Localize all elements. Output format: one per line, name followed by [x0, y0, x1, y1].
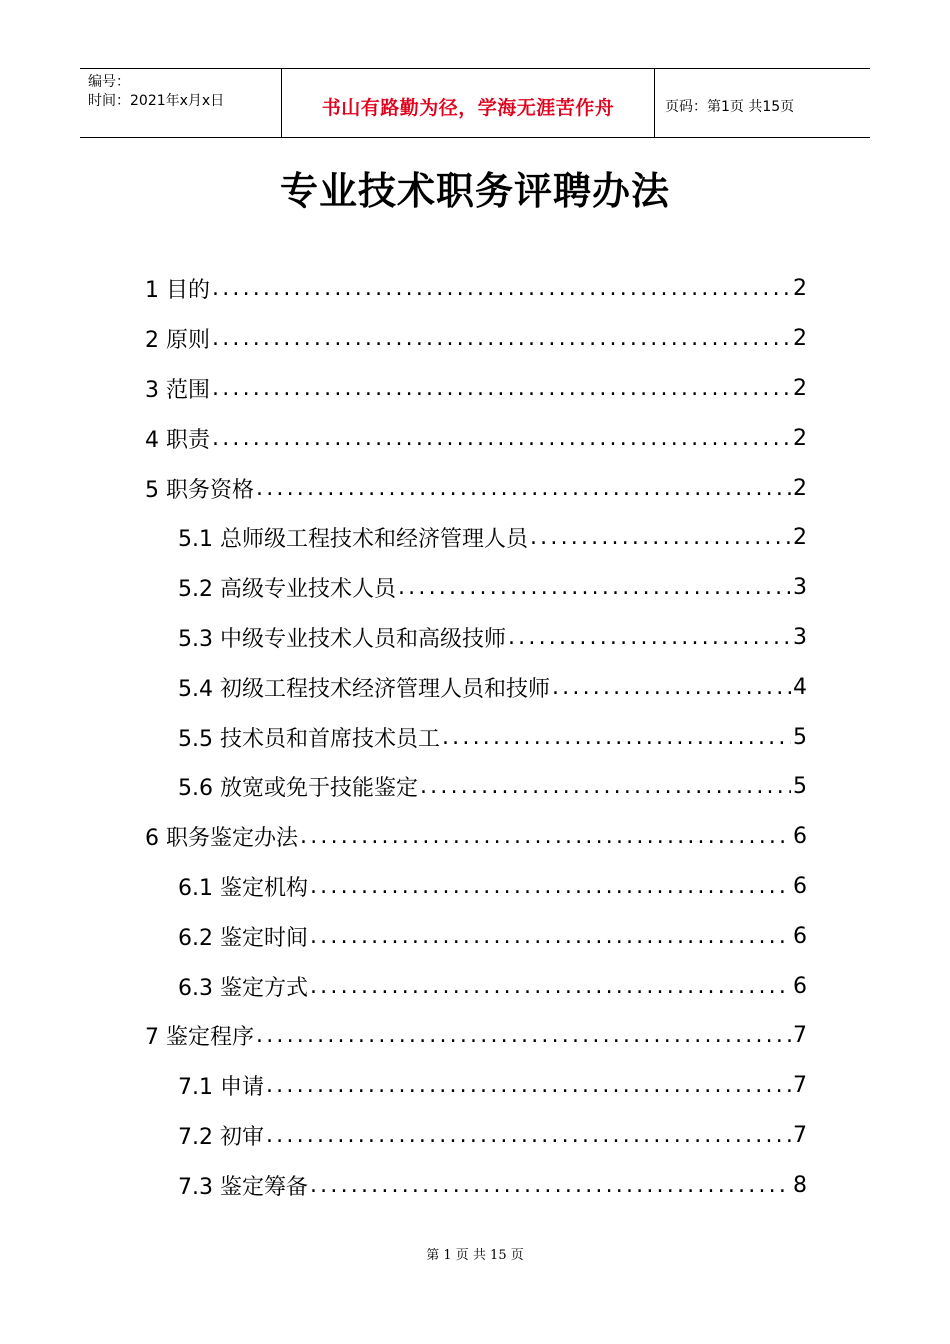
document-title: 专业技术职务评聘办法: [279, 169, 670, 213]
toc-entry[interactable]: [145, 1111, 807, 1161]
toc-leader-dots: [256, 1023, 791, 1048]
toc-entry[interactable]: [145, 1160, 807, 1210]
toc-entry-page: 5: [793, 774, 807, 800]
toc-entry-page: 6: [793, 824, 807, 850]
toc-leader-dots: [442, 725, 791, 750]
toc-entry-label: 7.3 鉴定筹备: [178, 1174, 308, 1200]
toc-entry-page: 2: [793, 425, 807, 451]
toc-entry-label: 6 职务鉴定办法: [145, 826, 298, 852]
toc-entry-page: 2: [793, 326, 807, 352]
toc-leader-dots: [266, 1123, 791, 1148]
toc-entry-label: 2 原则: [145, 328, 210, 354]
toc-entry-page: 6: [793, 873, 807, 899]
toc-entry-label: 3 范围: [145, 377, 210, 403]
toc-leader-dots: [256, 476, 791, 501]
toc-entry-label: 7.2 初审: [178, 1124, 264, 1150]
toc-entry[interactable]: [145, 812, 807, 862]
toc-leader-dots: [212, 426, 791, 451]
toc-entry[interactable]: [145, 264, 807, 314]
toc-entry-label: 5.3 中级专业技术人员和高级技师: [178, 626, 506, 652]
header-motto: 书山有路勤为径，学海无涯苦作舟: [282, 69, 655, 137]
toc-entry-page: 4: [793, 674, 807, 700]
toc-entry-label: 6.2 鉴定时间: [178, 925, 308, 951]
toc-entry-page: 2: [793, 375, 807, 401]
toc-entry-page: 6: [793, 973, 807, 999]
toc-entry[interactable]: [145, 1061, 807, 1111]
toc-entry-page: 5: [793, 724, 807, 750]
toc-entry[interactable]: [145, 862, 807, 912]
toc-leader-dots: [310, 874, 791, 899]
toc-entry-page: 3: [793, 624, 807, 650]
toc-entry-page: 7: [793, 1122, 807, 1148]
toc-leader-dots: [310, 974, 791, 999]
toc-leader-dots: [266, 1073, 791, 1098]
toc-entry[interactable]: [145, 662, 807, 712]
toc-leader-dots: [508, 625, 791, 650]
toc-leader-dots: [398, 575, 791, 600]
table-of-contents: [145, 264, 807, 1210]
toc-entry[interactable]: [145, 463, 807, 513]
toc-entry-label: 5.2 高级专业技术人员: [178, 577, 396, 603]
toc-entry[interactable]: [145, 762, 807, 812]
toc-entry[interactable]: [145, 712, 807, 762]
toc-entry[interactable]: [145, 364, 807, 414]
toc-entry-label: 6.1 鉴定机构: [178, 875, 308, 901]
toc-entry-page: 8: [793, 1172, 807, 1198]
toc-leader-dots: [420, 774, 791, 799]
toc-entry-label: 7.1 申请: [178, 1075, 264, 1101]
toc-leader-dots: [530, 525, 791, 550]
toc-leader-dots: [300, 824, 791, 849]
toc-leader-dots: [552, 675, 791, 700]
toc-entry[interactable]: [145, 314, 807, 364]
toc-entry-page: 2: [793, 475, 807, 501]
page-header: [80, 68, 870, 138]
toc-entry-label: 5.5 技术员和首席技术员工: [178, 726, 440, 752]
toc-leader-dots: [310, 1173, 791, 1198]
document-number-label: 编号：: [88, 74, 130, 90]
toc-leader-dots: [310, 924, 791, 949]
toc-entry[interactable]: [145, 911, 807, 961]
toc-leader-dots: [212, 376, 791, 401]
toc-entry-label: 5.1 总师级工程技术和经济管理人员: [178, 527, 528, 553]
toc-entry[interactable]: [145, 513, 807, 563]
toc-entry-label: 4 职责: [145, 427, 210, 453]
toc-entry-label: 1 目的: [145, 278, 210, 304]
header-page-info: 页码：第1页 共15页: [665, 99, 795, 115]
toc-entry-label: 5.6 放宽或免于技能鉴定: [178, 776, 418, 802]
toc-entry-page: 3: [793, 575, 807, 601]
toc-leader-dots: [212, 276, 791, 301]
toc-entry[interactable]: [145, 1011, 807, 1061]
toc-entry[interactable]: [145, 613, 807, 663]
toc-entry-label: 6.3 鉴定方式: [178, 975, 308, 1001]
toc-leader-dots: [212, 326, 791, 351]
toc-entry-page: 6: [793, 923, 807, 949]
toc-entry[interactable]: [145, 413, 807, 463]
toc-entry-label: 7 鉴定程序: [145, 1025, 254, 1051]
toc-entry-page: 7: [793, 1023, 807, 1049]
toc-entry-page: 2: [793, 276, 807, 302]
document-time-label: 时间：2021年x月x日: [88, 93, 225, 109]
header-meta: [80, 69, 282, 137]
page-footer: 第 1 页 共 15 页: [426, 1248, 524, 1263]
toc-entry-label: 5 职务资格: [145, 477, 254, 503]
toc-entry-label: 5.4 初级工程技术经济管理人员和技师: [178, 676, 550, 702]
toc-entry[interactable]: [145, 563, 807, 613]
toc-entry-page: 7: [793, 1073, 807, 1099]
toc-entry[interactable]: [145, 961, 807, 1011]
toc-entry-page: 2: [793, 525, 807, 551]
